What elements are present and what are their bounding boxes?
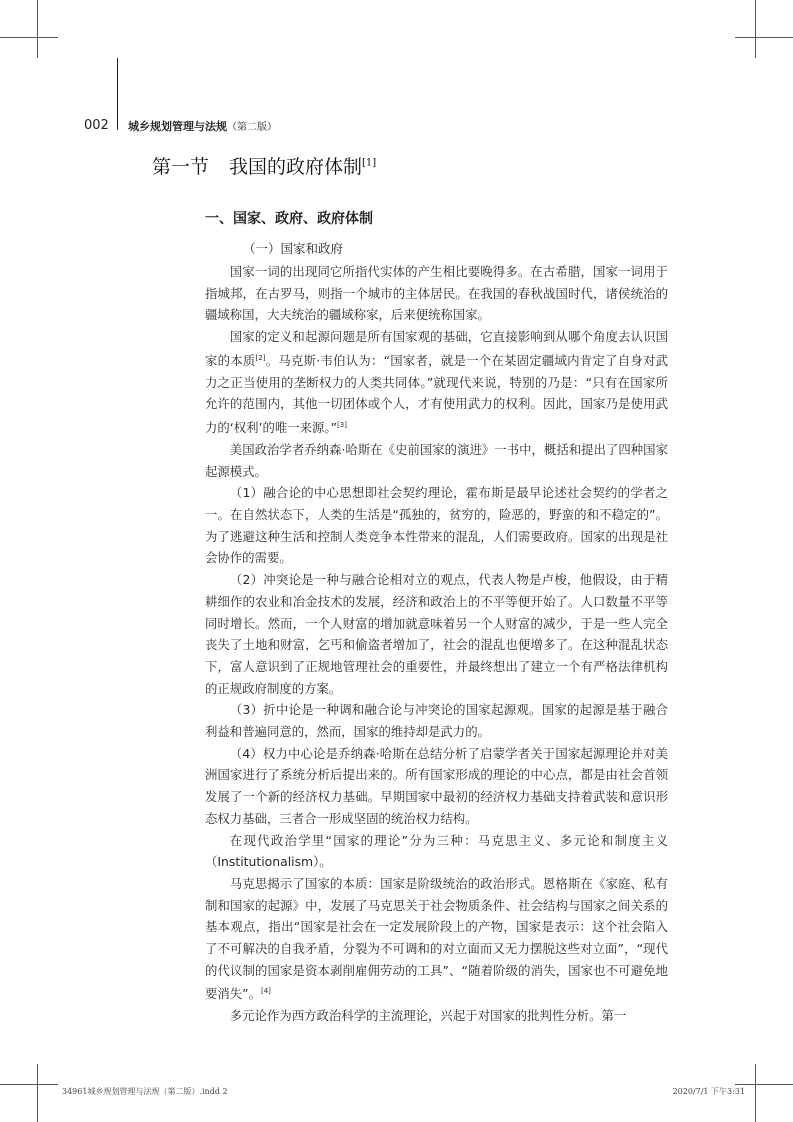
crop-mark (755, 0, 756, 58)
paragraph-text: 美国政治学者乔纳森·哈斯在《史前国家的演进》一书中，概括和提出了四种国家起源模式。 (205, 441, 668, 479)
running-head (128, 118, 277, 134)
paragraph (205, 873, 668, 1005)
crop-mark (735, 1084, 793, 1085)
paragraph (205, 699, 668, 742)
footnote-ref: [1] (362, 157, 377, 169)
paragraph-text: 国家的定义和起源问题是所有国家观的基础，它直接影响到从哪个角度去认识国家的本质 (205, 329, 668, 368)
page-number: 002 (84, 118, 109, 133)
paragraph (205, 482, 668, 569)
paragraph-text: 马克思揭示了国家的本质：国家是阶级统治的政治形式。恩格斯在《家庭、私有制和国家的起源》中，发展了马克思关于社会物质条件、社会结构与国家之间关系的基本观点，指出“国家是社会在一定发展阶段上的产物，国家是表示：这个社会陷入了不可解决的自我矛盾，分裂为不可调和的对立面而又无力摆脱这些对立面”，“现代的代议制的国家是资本剥削雇佣劳动的工具”、“随着阶级的消失，国家也不可避免地要消失”。 (205, 875, 668, 1002)
file-slug: 34961城乡规划管理与法规（第二版）.indd 2 (62, 1087, 228, 1096)
paragraph (205, 261, 668, 326)
body-text (205, 261, 668, 1027)
paragraph-text: 在现代政治学里“国家的理论”分为三种：马克思主义、多元论和制度主义（Institutionalism）。 (205, 832, 668, 870)
paragraph-text: （3）折中论是一种调和融合论与冲突论的国家起源观。国家的起源是基于融合利益和普遍同意的，然而，国家的维持却是武力的。 (205, 702, 668, 740)
paragraph (205, 1005, 668, 1027)
crop-mark (755, 1064, 756, 1122)
footnote-ref: [2] (255, 353, 266, 362)
edition-label: （第二版） (227, 122, 277, 133)
paragraph-text: （4）权力中心论是乔纳森·哈斯在总结分析了启蒙学者关于国家起源理论并对美洲国家进行了系统分析后提出来的。所有国家形成的理论的中心点，都是由社会首领发展了一个新的经济权力基础。早期国家中最初的经济权力基础支持着武装和意识形态权力基础，三者合一形成坚固的统治权力结构。 (205, 745, 668, 826)
heading-level-1: 一、国家、政府、政府体制 (205, 211, 373, 227)
crop-mark (37, 0, 38, 58)
header-rule (117, 58, 118, 130)
paragraph-text: 国家一词的出现同它所指代实体的产生相比要晚得多。在古希腊，国家一词用于指城邦，在古罗马，则指一个城市的主体居民。在我国的春秋战国时代，诸侯统治的疆域称国，大夫统治的疆域称家，后来便统称国家。 (205, 264, 668, 323)
paragraph (205, 439, 668, 482)
crop-mark (37, 1064, 38, 1122)
crop-mark (0, 37, 58, 38)
section-number: 第一节 (152, 156, 210, 178)
paragraph (205, 326, 668, 439)
paragraph-text: 。马克斯·韦伯认为：“国家者，就是一个在某固定疆域内肯定了自身对武力之正当使用的垄断权力的人类共同体。”就现代来说，特别的乃是：“只有在国家所允许的范围内，其他一切团体或个人，才有使用武力的权利。因此，国家乃是使用武力的‘权利’的唯一来源。” (205, 352, 669, 436)
paragraph (205, 569, 668, 699)
crop-mark (735, 37, 793, 38)
paragraph-text: （2）冲突论是一种与融合论相对立的观点，代表人物是卢梭，他假设，由于精耕细作的农业和冶金技术的发展，经济和政治上的不平等便开始了。人口数量不平等同时增长。然而，一个人财富的增加就意味着另一个人财富的减少，于是一些人完全丧失了土地和财富，乞丐和偷盗者增加了，社会的混乱也便增多了。在这种混乱状态下，富人意识到了正规地管理社会的重要性，并最终想出了建立一个有严格法律机构的正规政府制度的方案。 (205, 572, 668, 696)
heading-level-2: （一）国家和政府 (243, 241, 344, 256)
section-name: 我国的政府体制 (229, 156, 363, 178)
footnote-ref: [3] (337, 421, 347, 430)
book-title: 城乡规划管理与法规 (128, 120, 227, 133)
crop-mark (0, 1084, 58, 1085)
section-title (152, 152, 376, 179)
paragraph (205, 830, 668, 873)
print-timestamp: 2020/7/1 下午3:31 (672, 1087, 745, 1096)
paragraph-text: 多元论作为西方政治科学的主流理论，兴起于对国家的批判性分析。第一 (229, 1008, 627, 1024)
footnote-ref: [4] (260, 987, 271, 996)
paragraph-text: （1）融合论的中心思想即社会契约理论，霍布斯是最早论述社会契约的学者之一。在自然状态下，人类的生活是“孤独的，贫穷的，险恶的，野蛮的和不稳定的”。为了逃避这种生活和控制人类竞争本性带来的混乱，人们需要政府。国家的出现是社会协作的需要。 (205, 485, 668, 566)
paragraph (205, 743, 668, 830)
